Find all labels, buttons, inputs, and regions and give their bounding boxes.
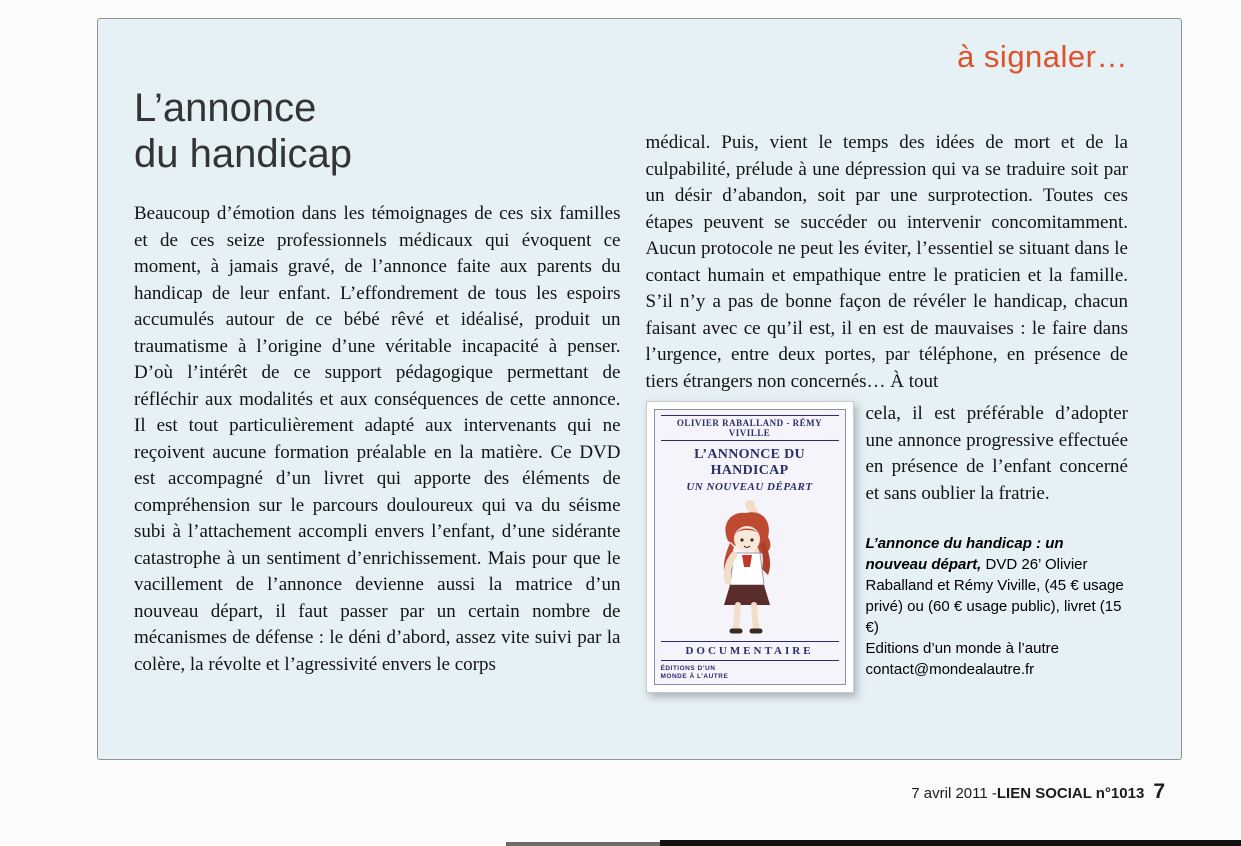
- section-header-label: à signaler…: [957, 39, 1128, 74]
- dvd-cover-subtitle: UN NOUVEAU DÉPART: [686, 481, 813, 493]
- dvd-cover-inner: [654, 409, 846, 685]
- dvd-cover-title: L’ANNONCE DU HANDICAP: [694, 447, 805, 478]
- section-header: [134, 39, 1128, 79]
- article-title-line-1: L’annonce: [134, 86, 317, 130]
- page-footer: [911, 780, 1165, 804]
- article-panel: [97, 18, 1182, 760]
- dvd-cover: [646, 401, 854, 693]
- caption-work-title: L’annonce du handicap : un nouveau départ,: [865, 535, 1064, 573]
- wrap-column: [866, 401, 1129, 693]
- dvd-publisher-logo: ÉDITIONS D’UN MONDE À L’AUTRE: [660, 665, 729, 680]
- dvd-caption: [866, 533, 1129, 680]
- right-column-wrap-text: cela, il est préférable d’adopter une annonce progressive effectuée en présence de l’enfant concerné et sans oublier la fratrie.: [865, 403, 1128, 504]
- article-title: [134, 85, 621, 177]
- media-row: [646, 401, 1129, 693]
- caption-details: DVD 26’ Olivier Raballand et Rémy Viville, (45 € usage privé) ou (60 € usage public), livret (15 €): [865, 556, 1124, 636]
- left-column: [134, 85, 621, 693]
- dvd-genre-label: DOCUMENTAIRE: [661, 641, 839, 661]
- right-column-text: médical. Puis, vient le temps des idées de mort et de la culpabilité, prélude à une dépression qui va se traduire soit par un désir d’abandon, soit par une surprotection. Toutes ces étapes peuvent se succéder ou intervenir concomitamment. Aucun protocole ne peut les éviter, l’essentiel se situant dans le contact humain et empathique entre le praticien et la famille. S’il n’y a pas de bonne façon de révéler le handicap, chacun faisant avec ce qu’il est, il en est de mauvaises : le faire dans l’urgence, entre deux portes, par téléphone, en présence de tiers étrangers non concernés… À tout: [645, 132, 1128, 392]
- scan-artifact-bar-left: [506, 842, 660, 846]
- caption-publisher: Editions d’un monde à l’autre: [865, 640, 1059, 657]
- caption-contact-email: contact@mondealautre.fr: [865, 661, 1035, 678]
- footer-page-number: 7: [1153, 780, 1165, 803]
- footer-magazine-title: LIEN SOCIAL n°1013: [996, 785, 1145, 802]
- caption-paragraph: [866, 533, 1129, 638]
- right-column: [646, 85, 1129, 693]
- dvd-cover-authors: OLIVIER RABALLAND - RÉMY VIVILLE: [661, 415, 839, 441]
- left-column-text: Beaucoup d’émotion dans les témoignages de ces six familles et de ces seize professionnels médicaux qui évoquent ce moment, à jamais gravé, de l’annonce faite aux parents du handicap de leur enfant. L’effondrement de tous les espoirs accumulés autour de ce bébé rêvé et idéalisé, produit un traumatisme à l’origine d’une véritable incapacité à penser. D’où l’intérêt de ce support pédagogique permettant de réfléchir aux modalités et aux conséquences de cette annonce. Il est tout particulièrement adapté aux intervenants qui ne reçoivent aucune formation préalable en la matière. Ce DVD est accompagné d’un livret qui apporte des éléments de compréhension sur le parcours douloureux qui va du séisme subi à l’attachement accompli envers l’enfant, d’une sidérante catastrophe à un sentiment d’enrichissement. Mais pour que le vacillement de l’annonce devienne aussi la matrice d’un nouveau départ, il faut passer par un certain nombre de mécanismes de défense : le déni d’abord, assez vite suivi par la colère, la révolte et l’agressivité envers le corps: [134, 203, 621, 675]
- article-columns: [134, 85, 1128, 693]
- article-title-line-2: du handicap: [134, 132, 352, 176]
- scan-artifact-bar-right: [660, 840, 1241, 846]
- footer-date: 7 avril 2011 -: [911, 785, 997, 802]
- dvd-girl-illustration-icon: [661, 493, 839, 641]
